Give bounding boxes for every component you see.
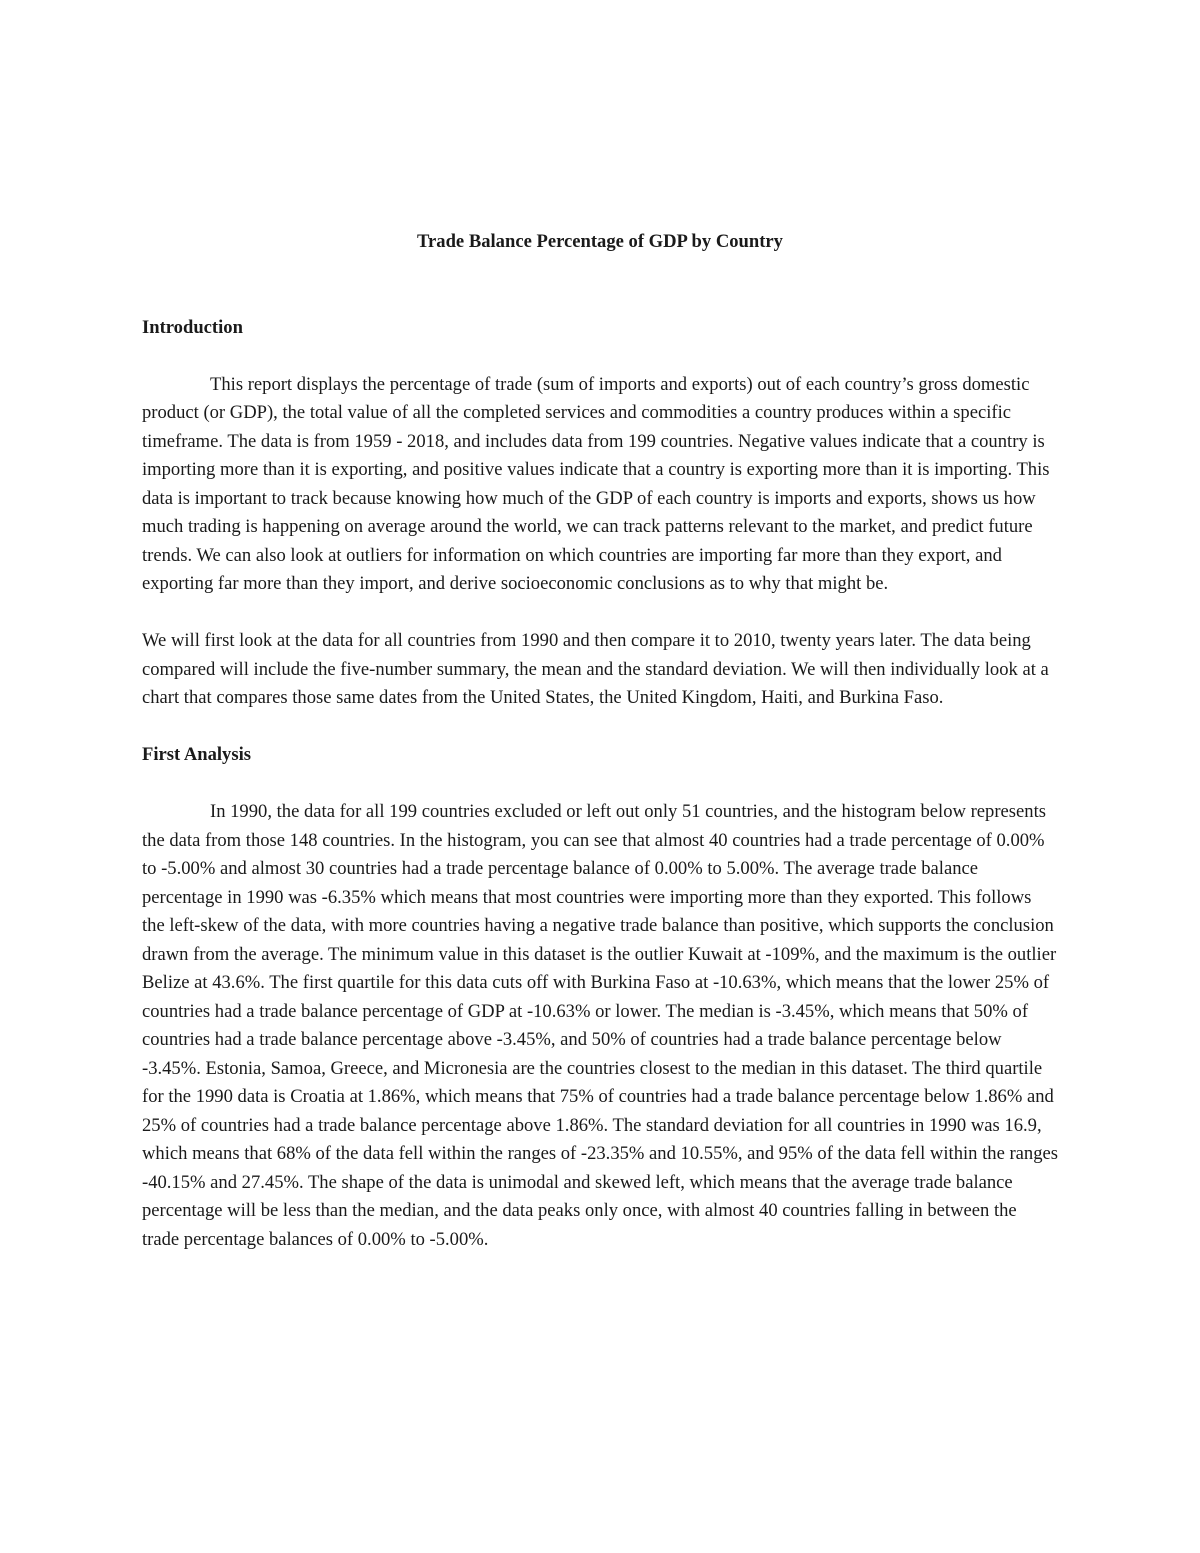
section-heading-first-analysis: First Analysis [142,744,251,765]
intro-paragraph-2: We will first look at the data for all countries from 1990 and then compare it to 2010, twenty years later. The data being compared will include the five-number summary, the mean and the standard deviation. We will then individually look at a chart that compares those same dates from the United States, the United Kingdom, Haiti, and Burkina Faso. [142,630,1049,708]
intro-paragraph-1: This report displays the percentage of trade (sum of imports and exports) out of each country’s gross domestic product (or GDP), the total value of all the completed services and commodities a country produces within a specific timeframe. The data is from 1959 - 2018, and includes data from 199 countries. Negative values indicate that a country is importing more than it is exporting, and positive values indicate that a country is exporting more than it is importing. This data is important to track because knowing how much of the GDP of each country is imports and exports, shows us how much trading is happening on average around the world, we can track patterns relevant to the market, and predict future trends. We can also look at outliers for information on which countries are importing far more than they export, and exporting far more than they import, and derive socioeconomic conclusions as to why that might be. [142,373,1050,594]
document-title: Trade Balance Percentage of GDP by Country [417,231,783,252]
first-analysis-paragraph-1: In 1990, the data for all 199 countries excluded or left out only 51 countries, and the histogram below represents the data from those 148 countries. In the histogram, you can see that almost 40 countries had a trade percentage of 0.00% to -5.00% and almost 30 countries had a trade percentage balance of 0.00% to 5.00%. The average trade balance percentage in 1990 was -6.35% which means that most countries were importing more than they exported. This follows the left-skew of the data, with more countries having a negative trade balance than positive, which supports the conclusion drawn from the average. The minimum value in this dataset is the outlier Kuwait at -109%, and the maximum is the outlier Belize at 43.6%. The first quartile for this data cuts off with Burkina Faso at -10.63%, which means that the lower 25% of countries had a trade balance percentage of GDP at -10.63% or lower. The median is -3.45%, which means that 50% of countries had a trade balance percentage above -3.45%, and 50% of countries had a trade balance percentage below -3.45%. Estonia, Samoa, Greece, and Micronesia are the countries closest to the median in this dataset. The third quartile for the 1990 data is Croatia at 1.86%, which means that 75% of countries had a trade balance percentage below 1.86% and 25% of countries had a trade balance percentage above 1.86%. The standard deviation for all countries in 1990 was 16.9, which means that 68% of the data fell within the ranges of -23.35% and 10.55%, and 95% of the data fell within the ranges -40.15% and 27.45%. The shape of the data is unimodal and skewed left, which means that the average trade balance percentage will be less than the median, and the data peaks only once, with almost 40 countries falling in between the trade percentage balances of 0.00% to -5.00%. [142,801,1058,1250]
document-body [142,228,1058,1254]
section-heading-introduction: Introduction [142,316,243,338]
